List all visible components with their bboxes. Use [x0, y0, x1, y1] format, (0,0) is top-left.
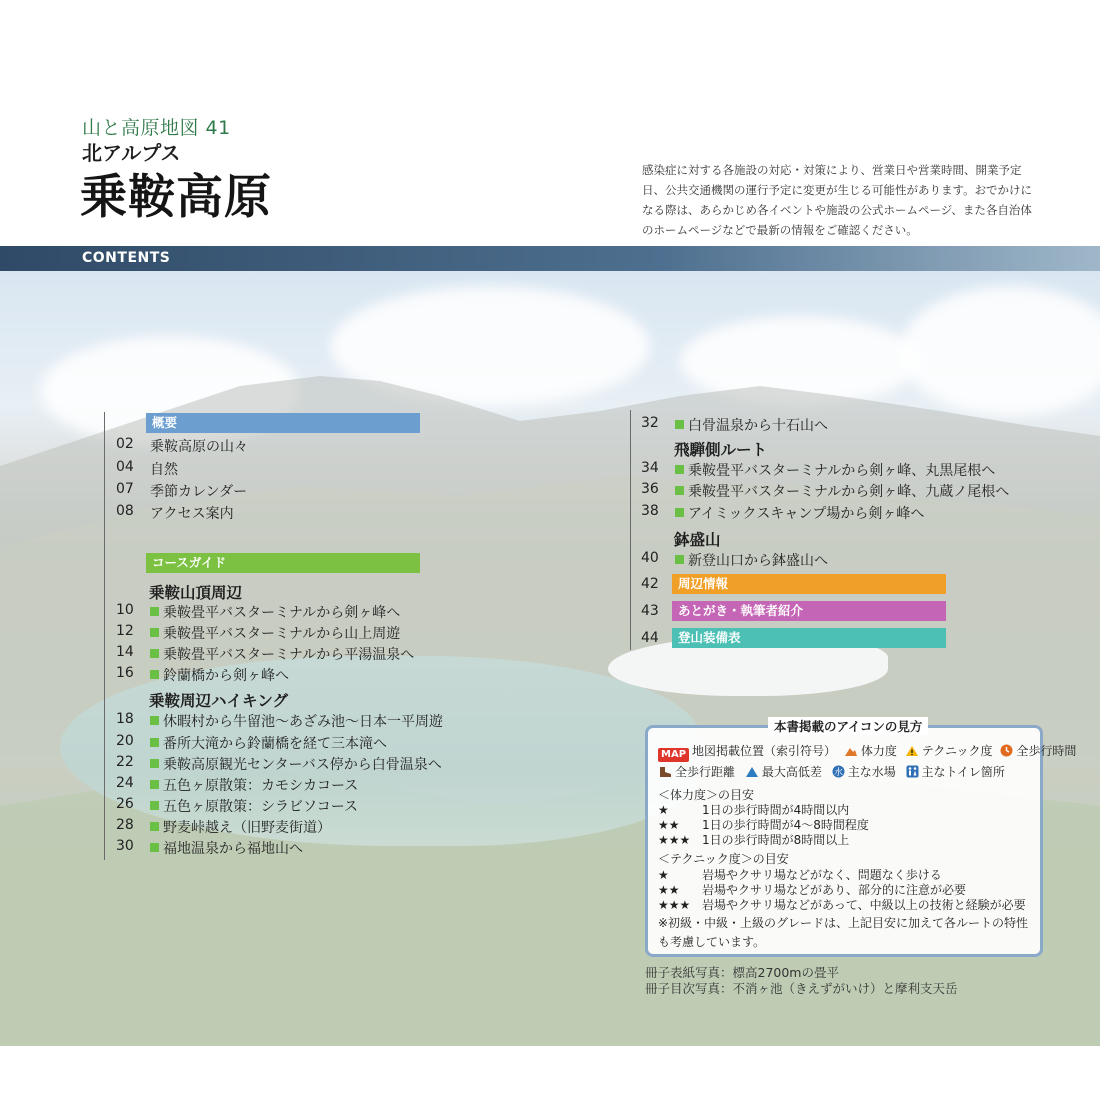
course-square-icon — [675, 555, 684, 564]
star-rating: ★★ — [658, 818, 680, 832]
legend-label: 全歩行距離 — [675, 765, 736, 779]
toc-item-label: アイミックスキャンプ場から剣ヶ峰へ — [688, 506, 925, 522]
page-title: 乗鞍高原 — [80, 170, 272, 225]
toc-page-number: 42 — [641, 576, 659, 592]
section-area-info-label: 周辺情報 — [678, 576, 729, 591]
legend-icons-row-1 — [658, 742, 1076, 762]
legend-title: 本書掲載のアイコンの見方 — [768, 717, 928, 735]
legend-label: 体力度 — [860, 744, 897, 758]
toc-item-label: 乗鞍畳平バスターミナルから剣ヶ峰へ — [163, 605, 401, 621]
warning-icon — [905, 745, 919, 757]
water-icon — [832, 765, 845, 778]
toc-page-number: 44 — [641, 630, 659, 646]
toc-page-number: 36 — [641, 481, 659, 497]
toc-item-label: 自然 — [150, 462, 178, 478]
toc-page-number: 32 — [641, 415, 659, 431]
section-course-guide-label: コースガイド — [152, 555, 227, 570]
toc-page-number: 40 — [641, 550, 659, 566]
icon-legend-box — [645, 719, 1077, 957]
legend-label: 主なトイレ箇所 — [921, 765, 1005, 779]
course-square-icon — [150, 738, 159, 747]
course-square-icon — [150, 628, 159, 637]
region-name: 北アルプス — [82, 141, 181, 165]
section-area-info[interactable] — [672, 574, 946, 594]
map-badge-icon: MAP — [658, 748, 689, 762]
legend-icons-row-2 — [658, 763, 1005, 780]
notice-text: 感染症に対する各施設の対応・対策により、営業日や営業時間、開業予定日、公共交通機関の運行予定に変更が生じる可能性があります。おでかけになる際は、あらかじめ各イベントや施設の公式ホームページ、また各自治体のホームページなどで最新の情報をご確認ください。 — [642, 163, 1032, 237]
toc-item-label: 乗鞍高原の山々 — [150, 439, 248, 455]
toc-right-rule — [630, 410, 631, 650]
toc-page-number: 10 — [116, 602, 134, 618]
mountain-icon — [745, 766, 759, 778]
toc-page-number: 12 — [116, 623, 134, 639]
toc-item-label: 鈴蘭橋から剣ヶ峰へ — [163, 668, 289, 684]
stamina-row — [658, 831, 849, 848]
toc-left-rule — [104, 412, 105, 860]
course-square-icon — [150, 780, 159, 789]
section-course-guide[interactable] — [146, 553, 420, 573]
toc-item-label: 乗鞍畳平バスターミナルから剣ヶ峰、丸黒尾根へ — [688, 463, 996, 479]
section-afterword[interactable] — [672, 601, 946, 621]
stamina-text: 1日の歩行時間が4時間以内 — [702, 803, 850, 817]
toc-photo-caption: 冊子目次写真：不消ヶ池（きえずがいけ）と摩利支天岳 — [645, 981, 958, 996]
course-square-icon — [150, 607, 159, 616]
legend-label: 全歩行時間 — [1016, 744, 1077, 758]
toc-item-label: アクセス案内 — [150, 506, 234, 522]
series-name: 山と高原地図 41 — [82, 117, 231, 139]
section-equipment[interactable] — [672, 628, 946, 648]
contents-label: CONTENTS — [82, 250, 171, 266]
course-group-title: 鉢盛山 — [674, 531, 721, 549]
grade-note: も考慮しています。 — [658, 935, 766, 949]
course-square-icon — [675, 465, 684, 474]
toc-item-label: 五色ヶ原散策：カモシカコース — [163, 778, 359, 794]
toc-page-number: 18 — [116, 711, 134, 727]
toc-page-number: 04 — [116, 459, 134, 475]
star-rating: ★★ — [658, 883, 680, 897]
stamina-text: 1日の歩行時間が8時間以上 — [702, 833, 850, 847]
toc-page-number: 08 — [116, 503, 134, 519]
toc-page-number: 38 — [641, 503, 659, 519]
toc-item-label: 乗鞍畳平バスターミナルから山上周遊 — [163, 626, 401, 642]
course-square-icon — [150, 759, 159, 768]
technique-text: 岩場やクサリ場などがあって、中級以上の技術と経験が必要 — [702, 898, 1026, 912]
toc-page-number: 30 — [116, 838, 134, 854]
course-square-icon — [675, 508, 684, 517]
toc-item-label: 乗鞍高原観光センターバス停から白骨温泉へ — [163, 757, 442, 773]
boot-icon — [658, 766, 672, 778]
toc-page-number: 43 — [641, 603, 659, 619]
contents-header-bar — [0, 246, 1100, 271]
toc-page-number: 34 — [641, 460, 659, 476]
toc-page-number: 22 — [116, 754, 134, 770]
toc-page-number: 26 — [116, 796, 134, 812]
course-group-title: 飛騨側ルート — [674, 441, 768, 459]
toc-item-label: 福地温泉から福地山へ — [163, 841, 303, 857]
cover-photo-caption: 冊子表紙写真：標高2700mの畳平 — [645, 965, 839, 980]
toc-item-label: 野麦峠越え（旧野麦街道） — [163, 820, 331, 836]
clock-icon — [1000, 744, 1013, 757]
toc-item-label: 番所大滝から鈴蘭橋を経て三本滝へ — [163, 736, 387, 752]
technique-heading: ＜テクニック度＞の目安 — [658, 852, 789, 866]
course-square-icon — [675, 486, 684, 495]
toilet-icon — [906, 765, 919, 778]
star-rating: ★★★ — [658, 833, 691, 847]
course-square-icon — [150, 822, 159, 831]
section-equipment-label: 登山装備表 — [678, 630, 741, 645]
technique-text: 岩場やクサリ場などがなく、問題なく歩ける — [702, 868, 942, 882]
toc-page-number: 28 — [116, 817, 134, 833]
section-overview-label: 概要 — [152, 415, 178, 430]
toc-item-label: 五色ヶ原散策：シラビソコース — [163, 799, 359, 815]
stamina-heading: ＜体力度＞の目安 — [658, 788, 755, 802]
toc-page-number: 24 — [116, 775, 134, 791]
stamina-text: 1日の歩行時間が4～8時間程度 — [702, 818, 869, 832]
legend-label: 最大高低差 — [761, 765, 822, 779]
legend-label: 地図掲載位置（索引符号） — [692, 744, 837, 758]
toc-page-number: 14 — [116, 644, 134, 660]
section-afterword-label: あとがき・執筆者紹介 — [678, 603, 804, 618]
toc-item-label: 季節カレンダー — [150, 484, 248, 500]
photo-credits — [645, 965, 958, 997]
section-overview[interactable] — [146, 413, 420, 433]
svg-text:水: 水 — [833, 768, 843, 778]
star-rating: ★ — [658, 803, 669, 817]
star-rating: ★ — [658, 868, 669, 882]
toc-item-label: 休暇村から牛留池～あざみ池～日本一平周遊 — [163, 714, 443, 730]
toc-item-label: 新登山口から鉢盛山へ — [688, 553, 828, 569]
grade-note: ※初級・中級・上級のグレードは、上記目安に加えて各ルートの特性 — [658, 916, 1029, 930]
course-square-icon — [150, 670, 159, 679]
technique-row — [658, 896, 1026, 913]
toc-page-number: 02 — [116, 436, 134, 452]
course-square-icon — [150, 801, 159, 810]
course-square-icon — [675, 420, 684, 429]
star-rating: ★★★ — [658, 898, 691, 912]
course-square-icon — [150, 843, 159, 852]
course-group-title: 乗鞍周辺ハイキング — [149, 692, 289, 710]
course-square-icon — [150, 649, 159, 658]
toc-page-number: 16 — [116, 665, 134, 681]
technique-text: 岩場やクサリ場などがあり、部分的に注意が必要 — [702, 883, 967, 897]
stamina-icon — [844, 745, 858, 757]
legend-label: 主な水場 — [847, 765, 896, 779]
toc-item-label: 乗鞍畳平バスターミナルから平湯温泉へ — [163, 647, 415, 663]
toc-item-label: 乗鞍畳平バスターミナルから剣ヶ峰、九蔵ノ尾根へ — [688, 484, 1010, 500]
toc-item-label: 白骨温泉から十石山へ — [688, 418, 828, 434]
toc-page-number: 20 — [116, 733, 134, 749]
course-group-title: 乗鞍山頂周辺 — [149, 584, 243, 602]
toc-page-number: 07 — [116, 481, 134, 497]
legend-label: テクニック度 — [921, 744, 993, 758]
course-square-icon — [150, 716, 159, 725]
